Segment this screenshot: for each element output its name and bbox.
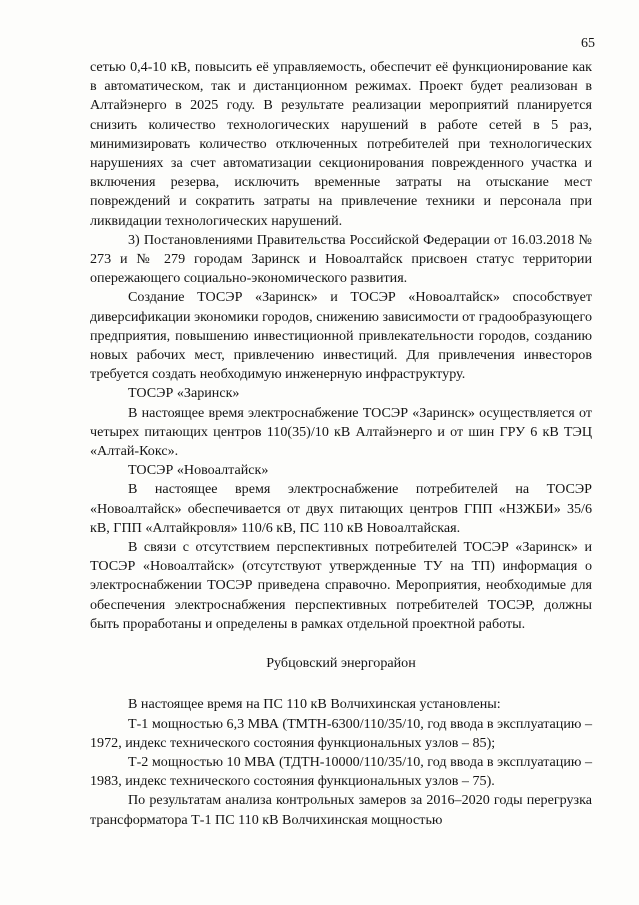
label-tosер-novoaltaysk: ТОСЭР «Новоалтайск» — [128, 462, 269, 479]
paragraph-load-analysis: По результатам анализа контрольных замеров за 2016–2020 годы перегрузка трансформатора Т-1 ПС 110 кВ Волчихинская мощностью — [90, 792, 592, 828]
paragraph-automation-project: сетью 0,4-10 кВ, повысить её управляемость, обеспечит её функционирование как в автоматическом, так и дистанционном режимах. Проект будет реализован в Алтайэнерго в 2025 году. В результате реализации мероприятий планируется снизить количество технологических нарушений в работе сетей в 5 раз, минимизировать количество отключенных потребителей при технологических нарушениях за счет автоматизации секционирования поврежденного участка и включения резерва, исключить временные затраты на отыскание мест повреждений и сократить затраты на привлечение техники и персонала при ликвидации технологических нарушений. — [90, 59, 592, 229]
paragraph-novoaltaysk-supply: В настоящее время электроснабжение потребителей на ТОСЭР «Новоалтайск» обеспечивается от двух питающих центров ГПП «НЗЖБИ» 35/6 кВ, ГПП «Алтайкровля» 110/6 кВ, ПС 110 кВ Новоалтайская. — [90, 481, 592, 536]
paragraph-transformer-t2: Т-2 мощностью 10 МВА (ТДТН-10000/110/35/10, год ввода в эксплуатацию – 1983, индекс технического состояния функциональных узлов – 75). — [90, 753, 592, 790]
document-body — [90, 58, 592, 830]
paragraph-zarinsk-supply: В настоящее время электроснабжение ТОСЭР «Заринск» осуществляется от четырех питающих центров 110(35)/10 кВ Алтайэнерго и от шин ГРУ 6 кВ ТЭЦ «Алтай-Кокс». — [90, 404, 592, 460]
section-heading-rubtsovsky: Рубцовский энергорайон — [266, 655, 416, 672]
paragraph-tosер-creation: Создание ТОСЭР «Заринск» и ТОСЭР «Новоалтайск» способствует диверсификации экономики городов, снижению зависимости от градообразующего предприятия, повышению инвестиционной привлекательности городов, созданию новых рабочих мест, привлечению инвестиций. Для привлечения инвесторов требуется создать необходимую инженерную инфраструктуру. — [90, 289, 592, 383]
paragraph-government-decree: 3) Постановлениями Правительства Российской Федерации от 16.03.2018 № 273 и № 279 городам Заринск и Новоалтайск присвоен статус территории опережающего социально-экономического развития. — [90, 231, 592, 287]
label-tosер-zarinsk: ТОСЭР «Заринск» — [128, 385, 240, 402]
paragraph-prospective-consumers: В связи с отсутствием перспективных потребителей ТОСЭР «Заринск» и ТОСЭР «Новоалтайск» (отсутствуют утвержденные ТУ на ТП) информация о электроснабжении ТОСЭР приведена справочно. Мероприятия, необходимые для обеспечения электроснабжения перспективных потребителей ТОСЭР, должны быть проработаны и определены в рамках отдельной проектной работы. — [90, 539, 592, 632]
page-number: 65 — [581, 36, 595, 51]
paragraph-transformer-t1: Т-1 мощностью 6,3 МВА (ТМТН-6300/110/35/10, год ввода в эксплуатацию – 1972, индекс технического состояния функциональных узлов – 85); — [90, 715, 592, 751]
paragraph-volchikhinskaya-intro: В настоящее время на ПС 110 кВ Волчихинская установлены: — [128, 696, 501, 713]
